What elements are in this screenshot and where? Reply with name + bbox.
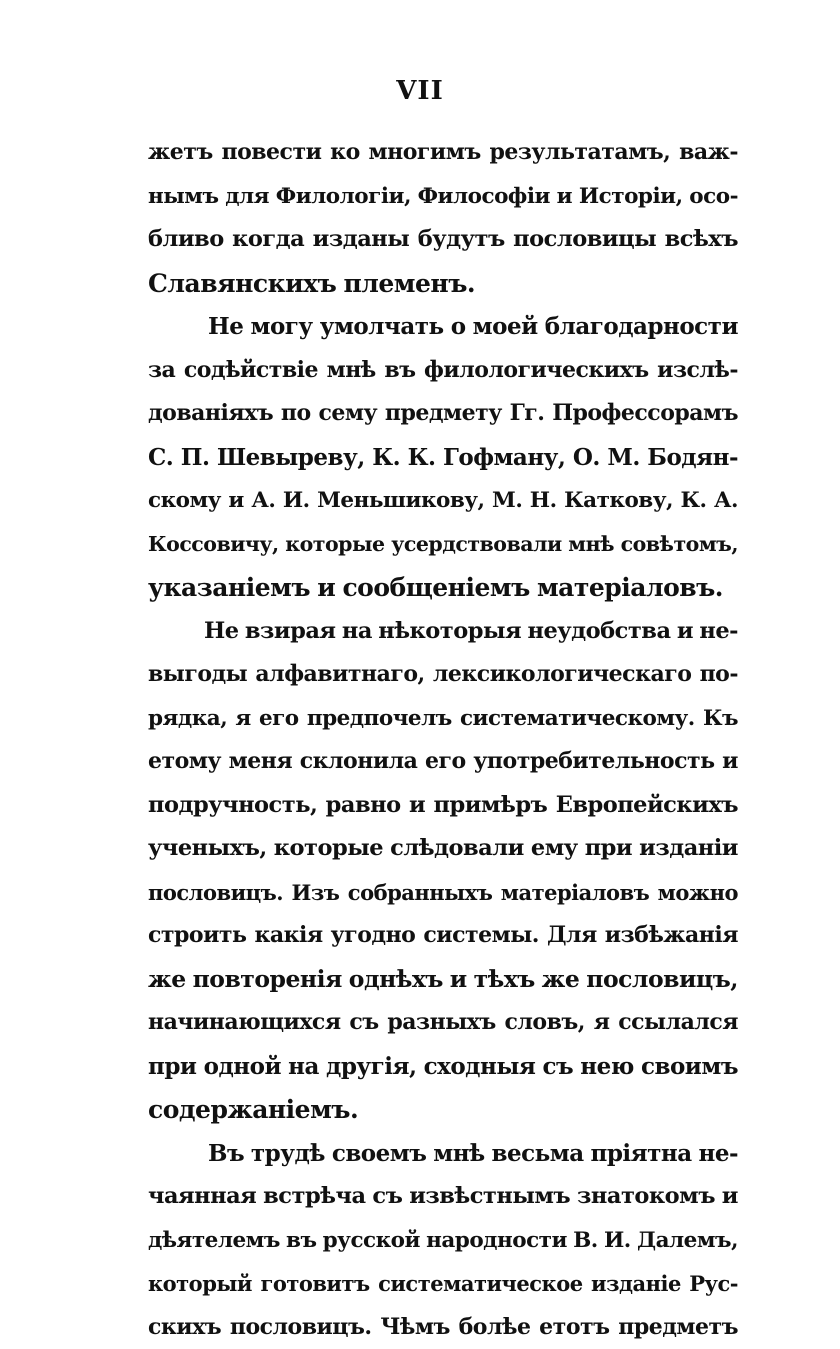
text-line: Въ трудѣ своемъ мнѣ весьма пріятна не- (148, 1132, 738, 1176)
text-line: начинающихся съ разныхъ словъ, я ссылался (148, 1001, 738, 1045)
text-line: бливо когда изданы будутъ пословицы всѣхъ (148, 218, 738, 262)
text-line: выгоды алфавитнаго, лексикологическаго по- (148, 653, 738, 697)
text-line: указаніемъ и сообщеніемъ матеріаловъ. (148, 566, 738, 610)
text-line: скому и А. И. Меньшикову, М. Н. Каткову, К. А. (148, 479, 738, 523)
text-line: Коссовичу, которые усердствовали мнѣ совѣтомъ, (148, 523, 738, 567)
text-line: содержаніемъ. (148, 1088, 738, 1132)
text-line: дованіяхъ по сему предмету Гг. Профессорамъ (148, 392, 738, 436)
text-line: подручность, равно и примѣръ Европейскихъ (148, 784, 738, 828)
text-line: который готовитъ систематическое изданіе Рус- (148, 1262, 738, 1306)
body-text (148, 131, 738, 1349)
text-line: строить какія угодно системы. Для избѣжанія (148, 914, 738, 958)
text-line: етому меня склонила его употребительность и (148, 740, 738, 784)
page-number: VII (0, 76, 840, 106)
text-line: жетъ повести ко многимъ результатамъ, важ- (148, 131, 738, 175)
text-line: скихъ пословицъ. Чѣмъ болѣе етотъ предметъ (148, 1306, 738, 1349)
text-line: пословицъ. Изъ собранныхъ матеріаловъ можно (148, 871, 738, 915)
text-line: Славянскихъ племенъ. (148, 262, 738, 306)
text-line: чаянная встрѣча съ извѣстнымъ знатокомъ и (148, 1175, 738, 1219)
text-line: за содѣйствіе мнѣ въ филологическихъ изслѣ- (148, 349, 738, 393)
text-line: нымъ для Филологіи, Философіи и Исторіи, осо- (148, 175, 738, 219)
text-line: Не взирая на нѣкоторыя неудобства и не- (148, 610, 738, 654)
text-line: С. П. Шевыреву, К. К. Гофману, О. М. Бодян- (148, 436, 738, 480)
text-line: рядка, я его предпочелъ систематическому. Къ (148, 697, 738, 741)
text-line: при одной на другія, сходныя съ нею своимъ (148, 1045, 738, 1089)
text-line: же повторенія однѣхъ и тѣхъ же пословицъ, (148, 958, 738, 1002)
text-line: Не могу умолчать о моей благодарности (148, 305, 738, 349)
text-line: дѣятелемъ въ русской народности В. И. Далемъ, (148, 1219, 738, 1263)
text-line: ученыхъ, которые слѣдовали ему при изданіи (148, 827, 738, 871)
